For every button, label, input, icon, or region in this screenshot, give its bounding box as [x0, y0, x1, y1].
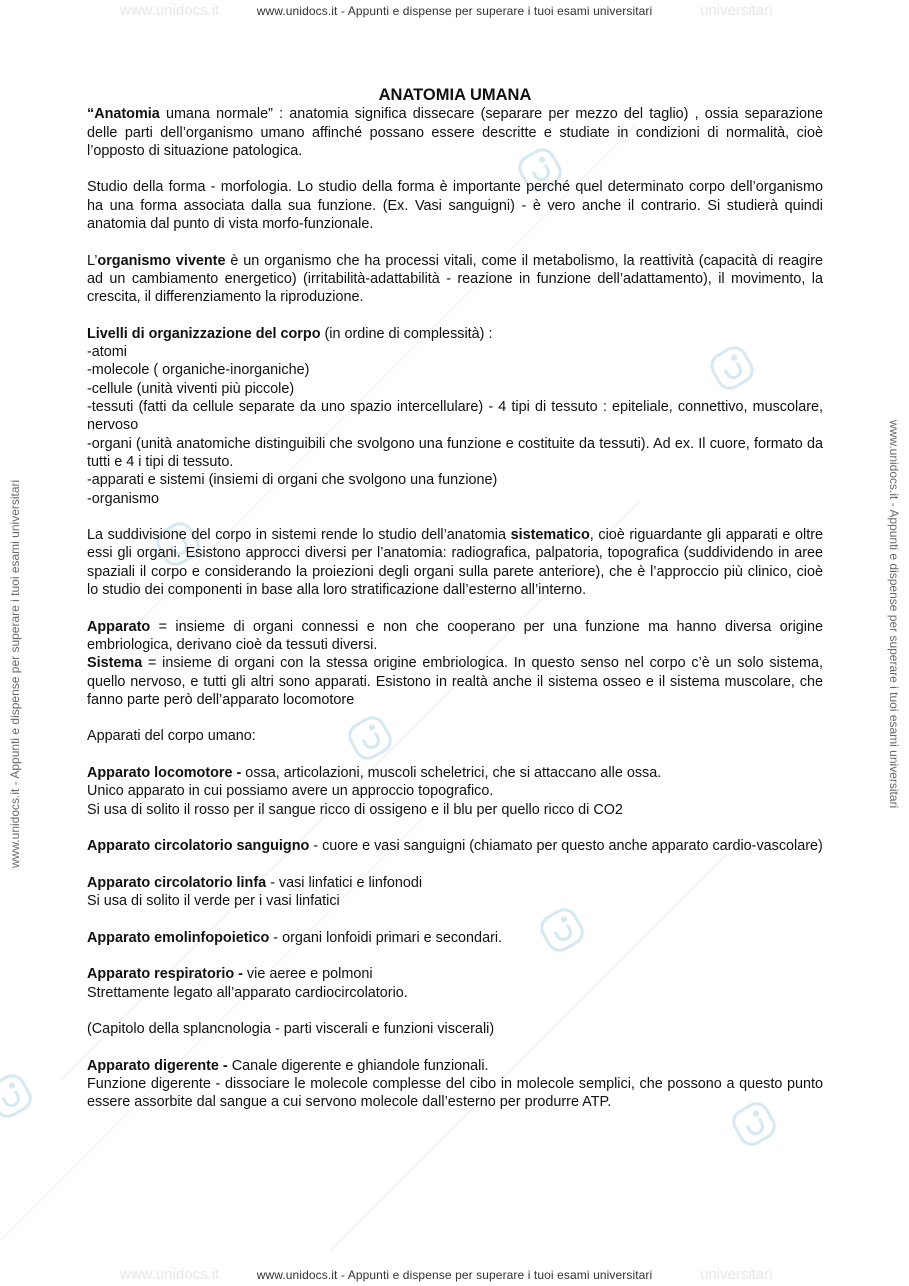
bold-term: Livelli di organizzazione del corpo [87, 325, 321, 342]
paragraph-text: La suddivisione del corpo in sistemi rende lo studio dell’anatomia [87, 527, 511, 544]
list-item: -apparati e sistemi (insiemi di organi che svolgono una funzione) [87, 472, 498, 489]
list-item: -tessuti (fatti da cellule separate da uno spazio intercellulare) - 4 tipi di tessuto : epiteliale, connettivo, muscolare, nervoso [87, 399, 823, 434]
paragraph-text: umana normale” : anatomia significa dissecare (separare per mezzo del taglio) , ossia separazione delle parti dell’organismo umano affinché possano essere descritte e studiate in condizioni di normalità, cioè l’opposto di situazione patologica. [87, 106, 823, 159]
apparato-emolinfopoietico [87, 929, 823, 947]
list-item: -organismo [87, 490, 159, 507]
paragraph-text: - cuore e vasi sanguigni (chiamato per questo anche apparato cardio-vascolare) [309, 838, 823, 855]
watermark-side-left: www.unidocs.it - Appunti e dispense per superare i tuoi esami universitari [8, 479, 22, 868]
apparato-circolatorio-sanguigno [87, 837, 823, 855]
paragraph-organismo-vivente [87, 252, 823, 307]
ghost-watermark-text: universitari [700, 2, 773, 19]
paragraph-text: (in ordine di complessità) : [320, 325, 493, 342]
paragraph-splancnologia: (Capitolo della splancnologia - parti viscerali e funzioni viscerali) [87, 1021, 495, 1038]
paragraph-morfologia: Studio della forma - morfologia. Lo studio della forma è importante perché quel determinato corpo dell’organismo ha una forma associata dalla sua funzione. (Ex. Vasi sanguigni) - è vero anche il contrario. Si studierà quindi anatomia dal punto di vista morfo-funzionale. [87, 179, 823, 233]
apparato-respiratorio [87, 965, 823, 983]
bold-term: organismo vivente [97, 252, 226, 269]
bold-term: sistematico [510, 527, 590, 544]
paragraph-sistema [87, 654, 823, 709]
bold-term: Apparato locomotore - [87, 764, 242, 781]
paragraph-text: = insieme di organi con la stessa origine embriologica. In questo senso nel corpo c’è un solo sistema, quello nervoso, e tutti gli altri sono apparati. Esistono in realtà anche il sistema osseo e il sistema muscolare, che fanno parte però dell’apparato locomotore [87, 655, 823, 708]
paragraph-text: , cioè riguardante gli apparati e oltre essi gli organi. Esistono approcci diversi per l’anatomia: radiografica, palpatoria, topografica (suddividendo in aree spaziali il corpo e considerando la proiezioni degli organi sulla parete anteriore), che è l’approccio più clinico, cioè lo studio dei componenti in base alla loro stratificazione dall’esterno all’interno. [87, 527, 823, 599]
list-item: -organi (unità anatomiche distinguibili che svolgono una funzione e costituite da tessuti). Ad ex. Il cuore, formato da tutti e 4 i tipi di tessuto. [87, 435, 823, 470]
levels-heading [87, 325, 823, 343]
paragraph-line: Strettamente legato all’apparato cardiocircolatorio. [87, 984, 408, 1001]
watermark-header: www.unidocs.it - Appunti e dispense per superare i tuoi esami universitari [256, 4, 653, 18]
ghost-watermark-text: www.unidocs.it [120, 2, 220, 19]
paragraph-apparato [87, 618, 823, 655]
bold-term: Apparato [87, 618, 151, 635]
paragraph-anatomia [87, 105, 823, 160]
unidocs-logo-icon [0, 1072, 34, 1120]
bold-term: Apparato digerente - [87, 1057, 228, 1074]
paragraph-text: ossa, articolazioni, muscoli scheletrici, che si attaccano alle ossa. [241, 764, 662, 781]
bold-term: Apparato emolinfopoietico [87, 929, 270, 946]
watermark-footer: www.unidocs.it - Appunti e dispense per superare i tuoi esami universitari [256, 1268, 653, 1282]
paragraph-line: Funzione digerente - dissociare le molecole complesse del cibo in molecole semplici, che possono a questo punto essere assorbite dal sangue a cui servono molecole dall’esterno per produrre ATP. [87, 1076, 823, 1111]
watermark-side-right: www.unidocs.it - Appunti e dispense per superare i tuoi esami universitari [887, 420, 901, 809]
document-title: ANATOMIA UMANA [378, 86, 532, 104]
apparato-digerente [87, 1057, 823, 1075]
paragraph-text: = insieme di organi connessi e non che cooperano per una funzione ma hanno diversa origine embriologica, derivano cioè da tessuti diversi. [87, 618, 823, 653]
bold-term: “Anatomia [87, 106, 160, 123]
list-item: -cellule (unità viventi più piccole) [87, 380, 295, 397]
paragraph-text: è un organismo che ha processi vitali, come il metabolismo, la reattività (capacità di reagire ad un cambiamento energetico) (irritabilità-adattabilità - reazione in funzione dell’adattamento), il movimento, la crescita, il differenziamento la riproduzione. [87, 252, 824, 306]
paragraph-text: - vasi linfatici e linfonodi [266, 874, 423, 891]
ghost-watermark-text: www.unidocs.it [120, 1266, 220, 1283]
paragraph-sistematico [87, 526, 823, 599]
document-page [87, 86, 823, 1112]
paragraph-text: - organi lonfoidi primari e secondari. [269, 929, 503, 946]
paragraph-text: L’ [87, 252, 98, 269]
bold-term: Apparato circolatorio sanguigno [87, 838, 310, 855]
paragraph-text: Canale digerente e ghiandole funzionali. [227, 1057, 489, 1074]
bold-term: Apparato circolatorio linfa [87, 874, 267, 891]
bold-term: Sistema [87, 655, 143, 672]
apparato-locomotore [87, 764, 823, 782]
paragraph-line: Si usa di solito il verde per i vasi linfatici [87, 893, 340, 910]
paragraph-line: Unico apparato in cui possiamo avere un approccio topografico. [87, 783, 494, 800]
paragraph-text: vie aeree e polmoni [242, 966, 373, 983]
paragraph-line: Si usa di solito il rosso per il sangue ricco di ossigeno e il blu per quello ricco di CO2 [87, 801, 623, 818]
list-item: -molecole ( organiche-inorganiche) [87, 362, 310, 379]
paragraph-apparati-intro: Apparati del corpo umano: [87, 728, 256, 745]
list-item: -atomi [87, 344, 127, 361]
apparato-circolatorio-linfa [87, 874, 823, 892]
bold-term: Apparato respiratorio - [87, 966, 243, 983]
ghost-watermark-text: universitari [700, 1266, 773, 1283]
